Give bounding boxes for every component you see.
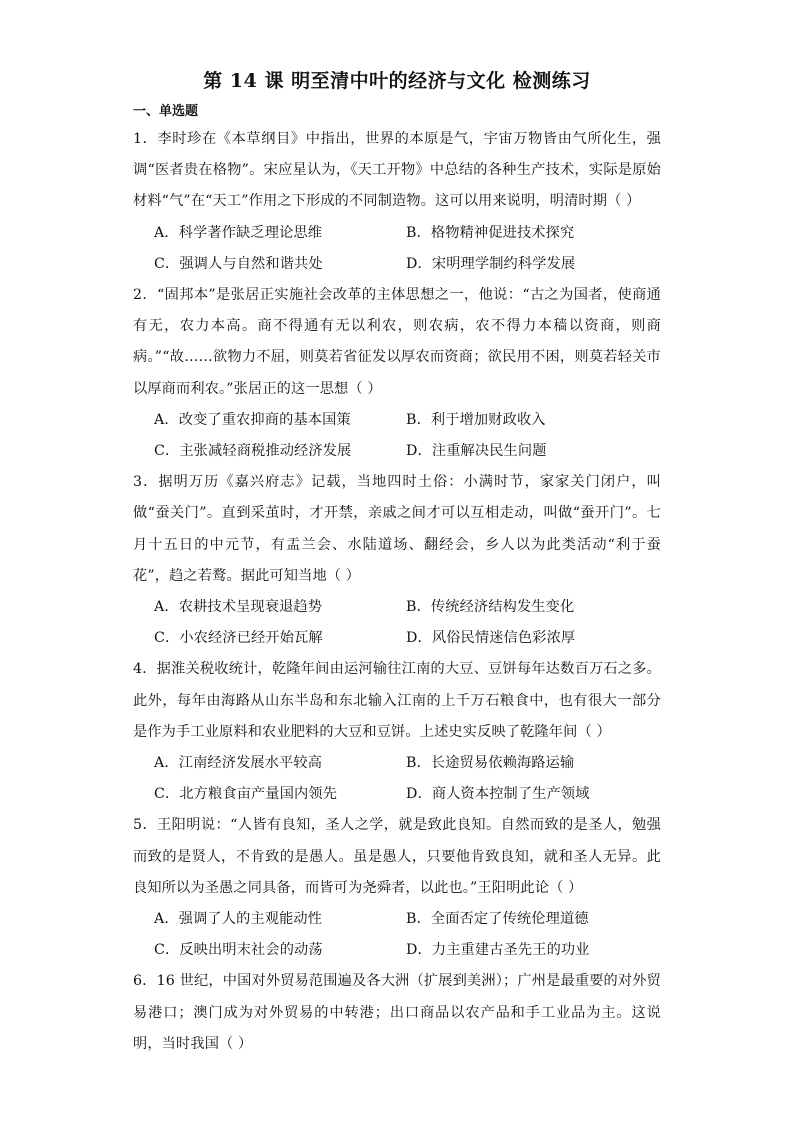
question-2	[133, 280, 661, 467]
option-d: D．力主重建古圣先王的功业	[406, 942, 590, 959]
page-title: 第 14 课 明至清中叶的经济与文化 检测练习	[203, 70, 591, 92]
answer-options	[133, 218, 661, 280]
option-b: B．传统经济结构发生变化	[406, 599, 575, 616]
option-b: B．长途贸易依赖海路运输	[406, 755, 575, 772]
answer-options	[133, 405, 661, 467]
question-list	[133, 124, 661, 1060]
question-stem: 6．16 世纪，中国对外贸易范围遍及各大洲（扩展到美洲）；广州是最重要的对外贸易港口；澳门成为对外贸易的中转港；出口商品以农产品和手工业品为主。这说明，当时我国（ ）	[133, 973, 661, 1052]
question-1	[133, 124, 661, 280]
question-stem: 1．李时珍在《本草纲目》中指出，世界的本原是气，宇宙万物皆由气所化生，强调“医者贵在格物”。宋应星认为，《天工开物》中总结的各种生产技术，实际是原始材料“气”在“天工”作用之下形成的不同制造物。这可以用来说明，明清时期（ ）	[133, 131, 661, 210]
question-5	[133, 810, 661, 966]
question-stem: 5．王阳明说：“人皆有良知，圣人之学，就是致此良知。自然而致的是圣人，勉强而致的是贤人，不肯致的是愚人。虽是愚人，只要他肯致良知，就和圣人无异。此良知所以为圣愚之同具备，而皆可为尧舜者，以此也。”王阳明此论（ ）	[133, 817, 661, 896]
option-c: C．北方粮食亩产量国内领先	[154, 786, 338, 803]
option-a: A．强调了人的主观能动性	[154, 911, 323, 928]
option-c: C．主张减轻商税推动经济发展	[154, 443, 352, 460]
answer-options	[133, 592, 661, 654]
answer-options	[133, 748, 661, 810]
question-stem: 2．“固邦本”是张居正实施社会改革的主体思想之一，他说：“古之为国者，使商通有无，农力本高。商不得通有无以利农，则农病，农不得力本穑以资商，则商病。”“故……欲物力不屈，则莫若省征发以厚农而资商；欲民用不困，则莫若轻关市以厚商而利农。”张居正的这一思想（ ）	[133, 287, 661, 397]
option-b: B．全面否定了传统伦理道德	[406, 911, 589, 928]
option-d: D．注重解决民生问题	[406, 443, 547, 460]
option-a: A．江南经济发展水平较高	[154, 755, 323, 772]
option-c: C．小农经济已经开始瓦解	[154, 630, 323, 647]
option-a: A．农耕技术呈现衰退趋势	[154, 599, 323, 616]
question-4	[133, 654, 661, 810]
section-heading: 一、单选题	[133, 104, 199, 119]
option-b: B．格物精神促进技术探究	[406, 224, 575, 241]
option-a: A．科学著作缺乏理论思维	[154, 224, 323, 241]
option-d: D．商人资本控制了生产领域	[406, 786, 590, 803]
option-c: C．强调人与自然和谐共处	[154, 255, 323, 272]
question-6	[133, 966, 661, 1060]
answer-options	[133, 904, 661, 966]
option-d: D．风俗民情迷信色彩浓厚	[406, 630, 576, 647]
question-stem: 3．据明万历《嘉兴府志》记载，当地四时土俗：小满时节，家家关门闭户，叫做“蚕关门”。直到采茧时，才开禁，亲戚之间才可以互相走动，叫做“蚕开门”。七月十五日的中元节，有盂兰会、水陆道场、翻经会，乡人以为此类活动“利于蚕花”，趋之若鹜。据此可知当地（ ）	[133, 474, 661, 584]
question-3	[133, 467, 661, 654]
option-c: C．反映出明末社会的动荡	[154, 942, 323, 959]
option-b: B．利于增加财政收入	[406, 411, 546, 428]
option-a: A．改变了重农抑商的基本国策	[154, 411, 351, 428]
option-d: D．宋明理学制约科学发展	[406, 255, 576, 272]
question-stem: 4．据淮关税收统计，乾隆年间由运河输往江南的大豆、豆饼每年达数百万石之多。此外，每年由海路从山东半岛和东北输入江南的上千万石粮食中，也有很大一部分是作为手工业原料和农业肥料的大豆和豆饼。上述史实反映了乾隆年间（ ）	[133, 661, 661, 740]
